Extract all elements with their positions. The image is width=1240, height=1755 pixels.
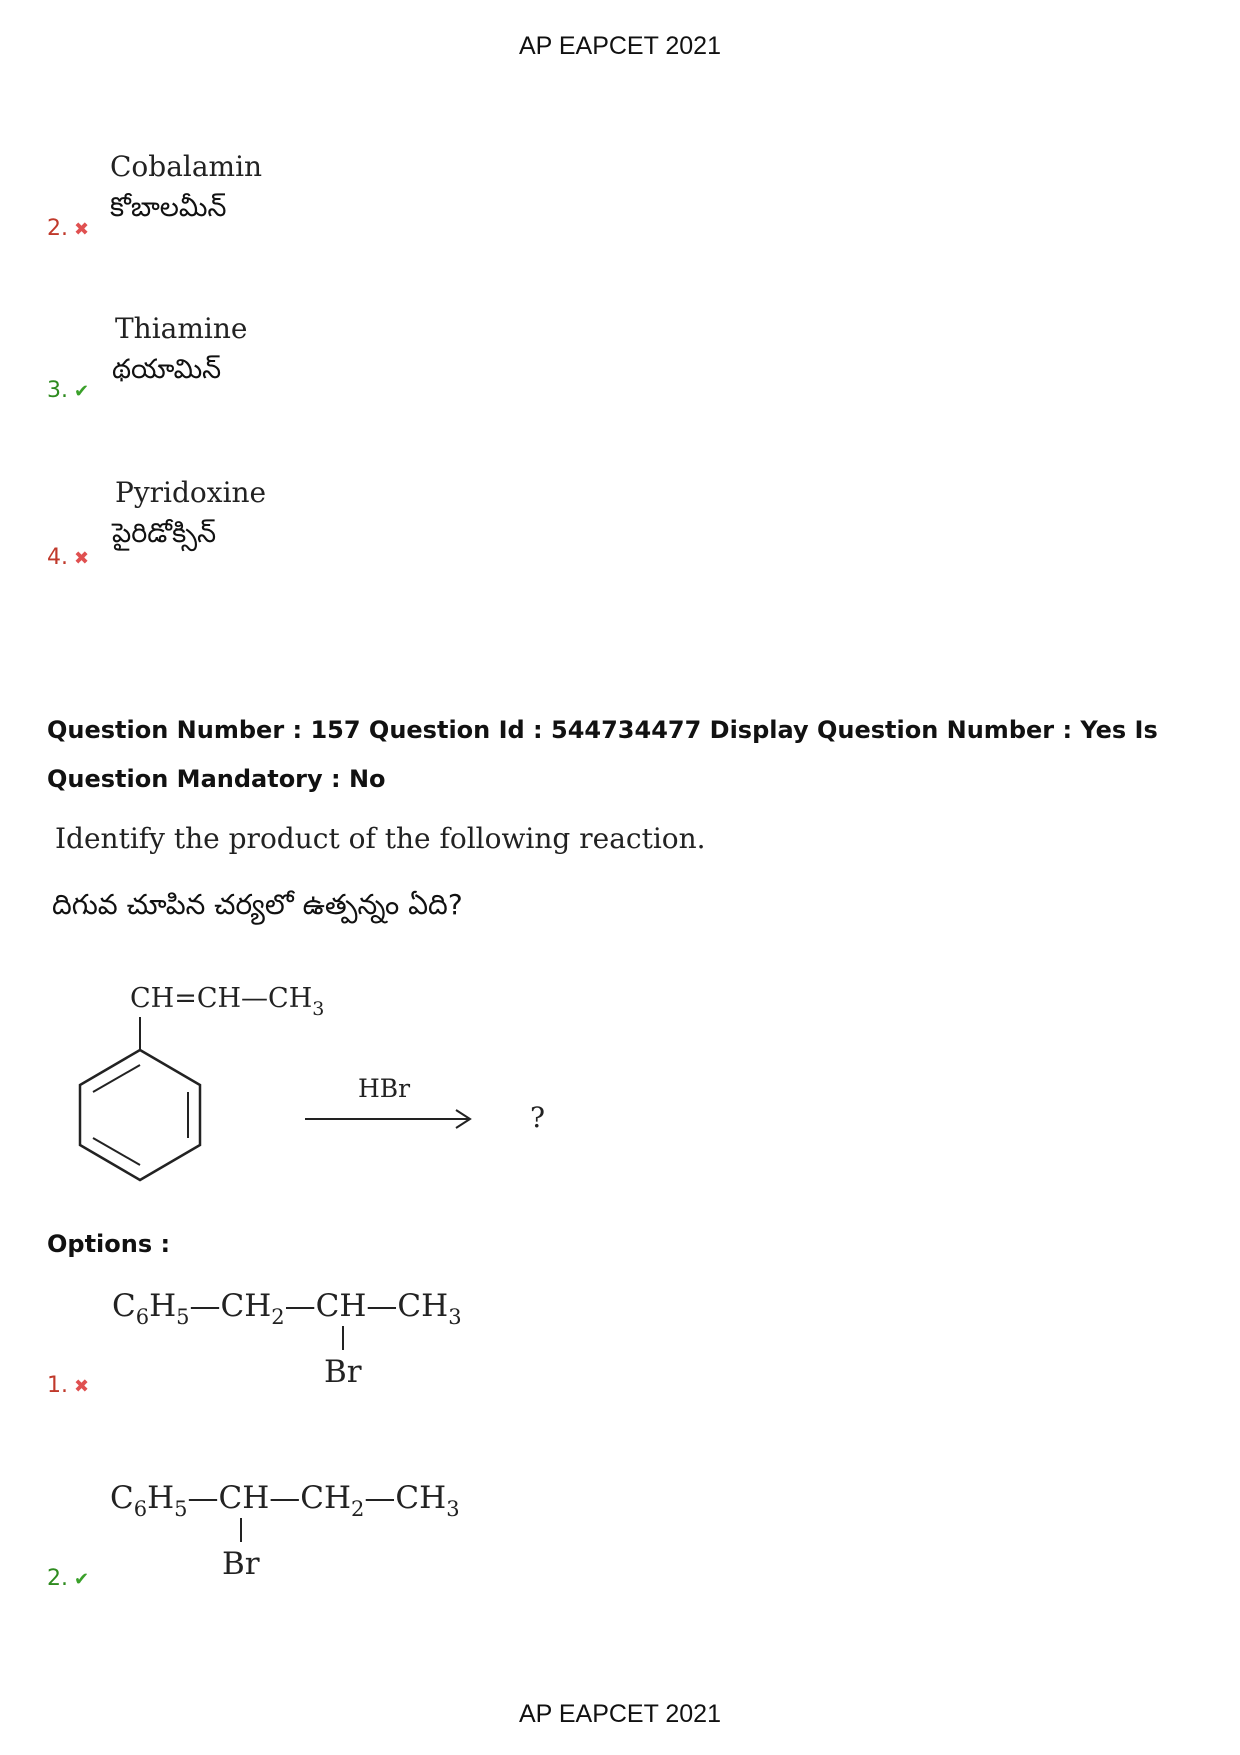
option-number: 4. ✖	[47, 545, 90, 570]
branch-label: Br	[324, 1354, 362, 1390]
option-telugu-text: థయామిన్	[112, 354, 222, 385]
option-formula	[108, 1472, 508, 1582]
formula-text: $C_6H_5—CH—CH_2—CH_3$	[110, 1480, 460, 1521]
page-header: AP EAPCET 2021	[519, 32, 721, 60]
cross-icon: ✖	[74, 1376, 90, 1397]
question-meta: Question Number : 157 Question Id : 544734477 Display Question Number : Yes Is Question Mandatory : No	[47, 716, 1158, 793]
substituent-label: $CH=CH—CH_3$	[130, 983, 325, 1020]
product-label: ?	[530, 1101, 546, 1134]
page-footer: AP EAPCET 2021	[519, 1700, 721, 1728]
option-number: 3. ✔	[47, 378, 90, 403]
ring-double-bond	[93, 1138, 140, 1165]
option-telugu-text: పైరిడోక్సిన్	[112, 518, 217, 549]
option-telugu-text: కోబాలమీన్	[110, 192, 227, 223]
options-label: Options :	[47, 1230, 171, 1258]
question-text-english: Identify the product of the following reaction.	[55, 822, 706, 855]
check-icon: ✔	[74, 381, 90, 402]
cross-icon: ✖	[74, 219, 90, 240]
benzene-ring	[80, 1050, 200, 1180]
option-number: 2. ✔	[47, 1566, 90, 1591]
check-icon: ✔	[74, 1569, 90, 1590]
option-english-text: Pyridoxine	[115, 476, 267, 509]
option-english-text: Cobalamin	[110, 150, 263, 183]
cross-icon: ✖	[74, 548, 90, 569]
option-number: 2. ✖	[47, 216, 90, 241]
formula-text: $C_6H_5—CH_2—CH—CH_3$	[112, 1288, 462, 1329]
option-number: 1. ✖	[47, 1373, 90, 1398]
ring-double-bond	[93, 1065, 140, 1092]
option-formula	[110, 1280, 510, 1390]
reaction-diagram	[60, 975, 580, 1205]
option-english-text: Thiamine	[115, 312, 248, 345]
question-text-telugu: దిగువ చూపిన చర్యలో ఉత్పన్నం ఏది?	[52, 888, 463, 921]
reagent-label: HBr	[358, 1074, 411, 1103]
branch-label: Br	[222, 1546, 260, 1582]
